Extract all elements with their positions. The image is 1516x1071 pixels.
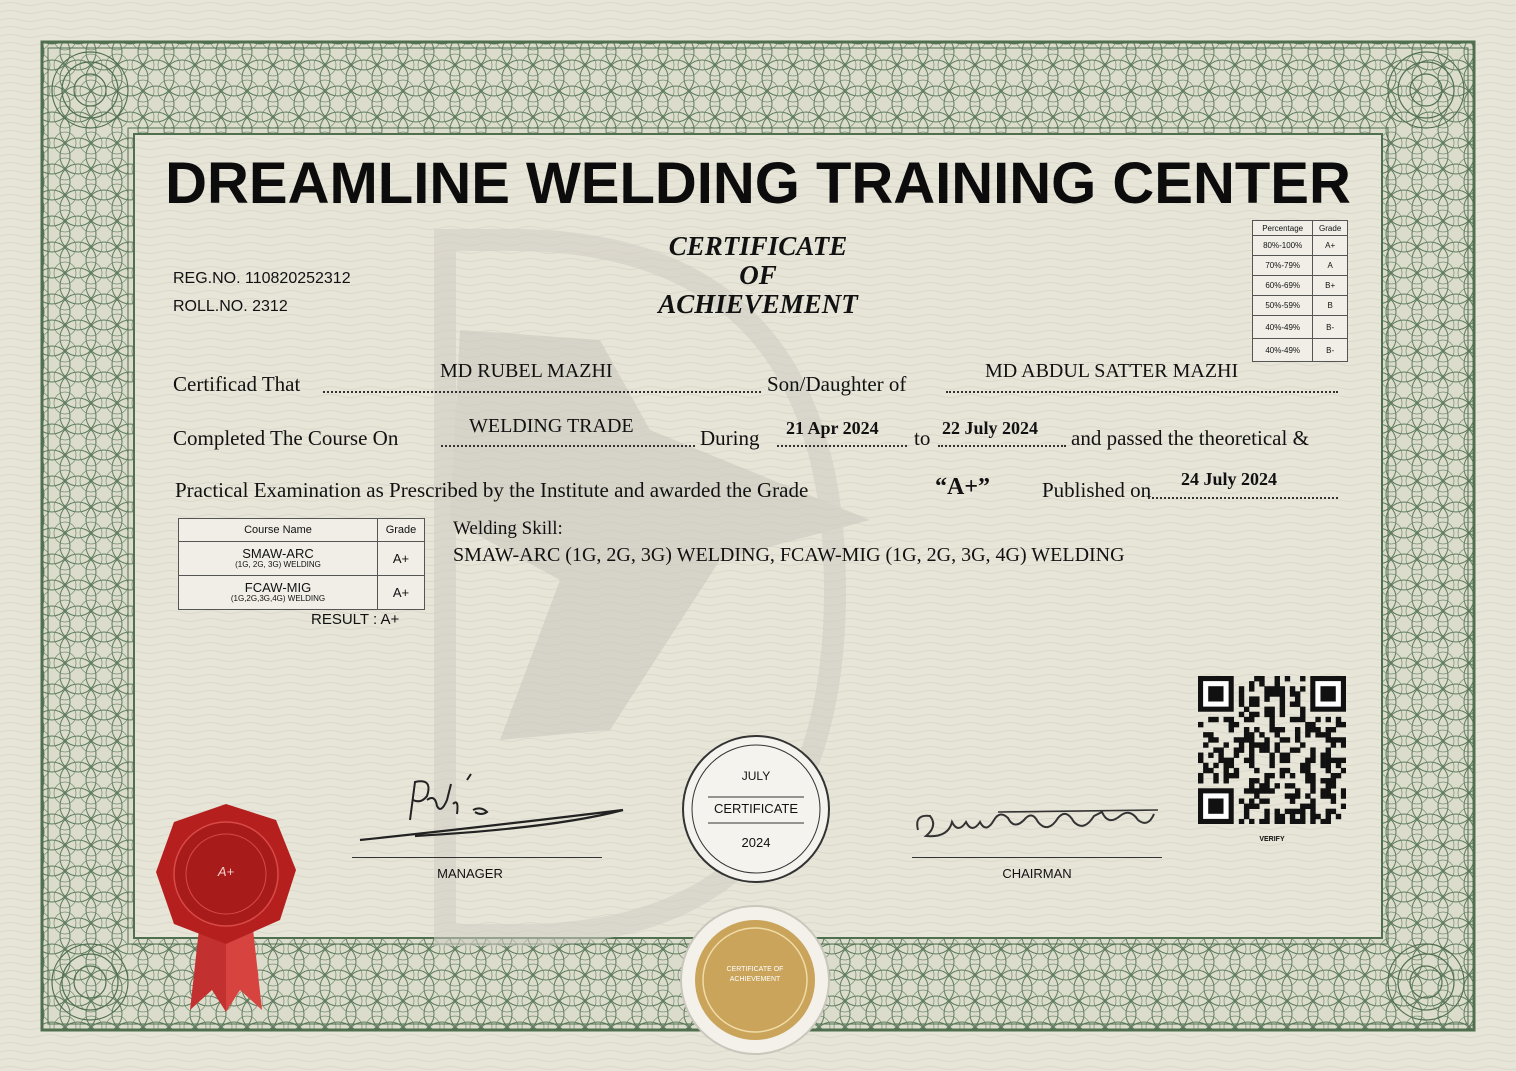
course-name: WELDING TRADE [469, 415, 634, 437]
registration-number: REG.NO. 110820252312 [173, 270, 351, 287]
relation-label: Son/Daughter of [767, 372, 907, 396]
stamp-bottom-text: 2024 [741, 835, 771, 850]
scale-grade: B- [1313, 339, 1348, 362]
gold-seal-line2: ACHIEVEMENT [729, 976, 781, 983]
stamp-middle-text: CERTIFICATE [713, 801, 799, 816]
parent-name: MD ABDUL SATTER MAZHI [985, 360, 1239, 382]
scale-grade: B [1313, 296, 1348, 316]
course-header-name: Course Name [179, 519, 378, 542]
published-date: 24 July 2024 [1181, 469, 1278, 489]
gold-seal [680, 905, 830, 1055]
certified-label: Certificad That [173, 372, 301, 396]
name-dotted-line [323, 391, 761, 393]
course-row-name: SMAW-ARC [242, 545, 314, 561]
practical-label: Practical Examination as Prescribed by the Institute and awarded the Grade [175, 478, 809, 502]
roll-number: ROLL.NO. 2312 [173, 298, 288, 315]
course-header-grade: Grade [378, 519, 425, 542]
certificate-heading-line3: ACHIEVEMENT [658, 289, 858, 319]
skills-label: Welding Skill: [453, 518, 563, 539]
scale-grade: A [1313, 256, 1348, 276]
chairman-signature-line [912, 857, 1162, 858]
published-dotted-line [1148, 497, 1338, 499]
red-wax-seal [150, 800, 302, 1015]
qr-code[interactable] [1198, 676, 1346, 824]
institute-title: DREAMLINE WELDING TRAINING CENTER [165, 151, 1351, 216]
scale-grade: B- [1313, 316, 1348, 339]
published-label: Published on [1042, 478, 1152, 502]
certificate-heading [600, 232, 916, 319]
end-date: 22 July 2024 [942, 418, 1039, 438]
passed-label: and passed the theoretical & [1071, 426, 1309, 450]
course-row-detail: (1G,2G,3G,4G) WELDING [230, 593, 326, 603]
qr-verify-label: VERIFY [1259, 836, 1285, 843]
certificate-heading-line2: OF [739, 260, 777, 290]
scale-grade: A+ [1313, 236, 1348, 256]
red-seal-text: A+ [217, 864, 235, 879]
course-cell [179, 542, 378, 576]
manager-signature [355, 770, 625, 850]
course-row-name: FCAW-MIG [244, 579, 312, 595]
end-date-dotted-line [938, 445, 1066, 447]
result-text: RESULT : A+ [311, 611, 400, 628]
gold-seal-line1: CERTIFICATE OF [726, 966, 784, 973]
chairman-label: CHAIRMAN [1002, 866, 1072, 881]
parent-dotted-line [946, 391, 1338, 393]
course-row-detail: (1G, 2G, 3G) WELDING [235, 559, 321, 569]
to-label: to [914, 426, 931, 450]
stamp-top-text: JULY [741, 769, 771, 783]
manager-label: MANAGER [437, 866, 503, 881]
manager-signature-line [352, 857, 602, 858]
scale-grade: B+ [1313, 276, 1348, 296]
scale-percentage: 40%-49% [1253, 339, 1313, 362]
course-grade-table [178, 518, 425, 610]
scale-header-percentage: Percentage [1253, 221, 1313, 236]
chairman-signature [908, 800, 1168, 850]
student-name: MD RUBEL MAZHI [440, 360, 613, 382]
scale-percentage: 70%-79% [1253, 256, 1313, 276]
start-date: 21 Apr 2024 [786, 418, 879, 438]
completed-label: Completed The Course On [173, 426, 399, 450]
scale-percentage: 40%-49% [1253, 316, 1313, 339]
grading-scale-table [1252, 220, 1348, 362]
during-label: During [700, 426, 760, 450]
grade-awarded: “A+” [935, 474, 991, 500]
round-stamp [678, 735, 838, 885]
scale-percentage: 80%-100% [1253, 236, 1313, 256]
course-dotted-line [441, 445, 695, 447]
course-row-grade: A+ [378, 542, 425, 576]
course-row-grade: A+ [378, 576, 425, 610]
certificate-heading-line1: CERTIFICATE [668, 231, 848, 261]
skills-text: SMAW-ARC (1G, 2G, 3G) WELDING, FCAW-MIG (1G, 2G, 3G, 4G) WELDING [453, 544, 1125, 566]
red-seal-graphic [150, 800, 302, 1015]
scale-percentage: 60%-69% [1253, 276, 1313, 296]
qr-code-graphic [1198, 676, 1346, 824]
scale-percentage: 50%-59% [1253, 296, 1313, 316]
start-date-dotted-line [777, 445, 907, 447]
course-cell [179, 576, 378, 610]
scale-header-grade: Grade [1313, 221, 1348, 236]
